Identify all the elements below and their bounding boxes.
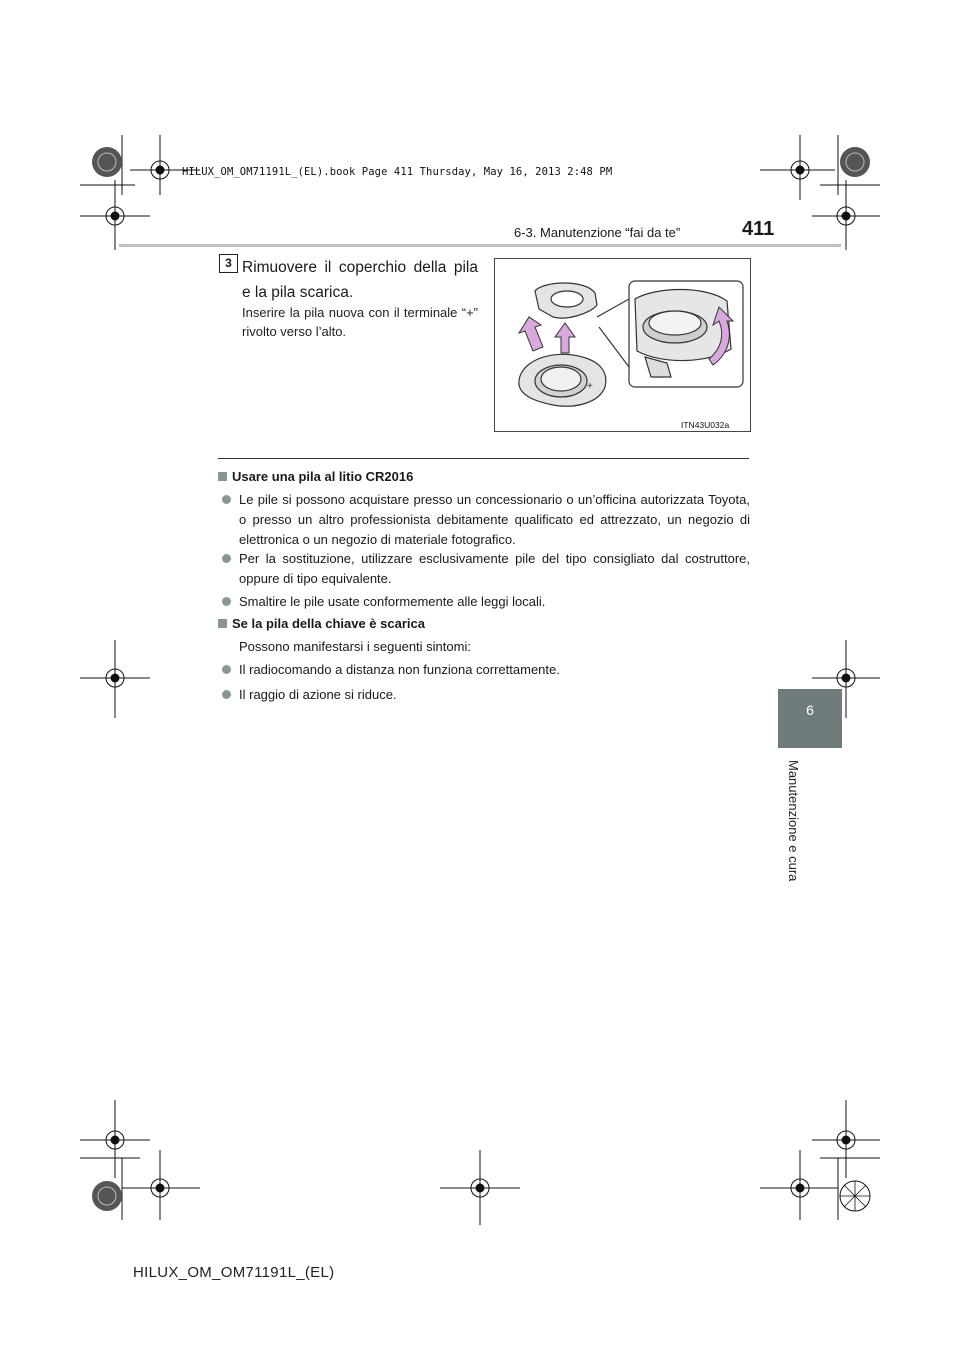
step-note: Inserire la pila nuova con il terminale “+” rivolto verso l’alto. bbox=[242, 305, 478, 339]
list-item: Il raggio di azione si riduce. bbox=[222, 685, 750, 705]
section-divider bbox=[218, 458, 749, 459]
square-bullet-icon bbox=[218, 619, 227, 628]
header-rule bbox=[119, 244, 841, 247]
round-bullet-icon bbox=[222, 665, 231, 674]
list-item: Le pile si possono acquistare presso un concessionario o un’officina autorizzata Toyota, o presso un altro professionista debitamente qualificato ed attrezzato, un negozio di elettronica o un negozio di materiale fotografico. bbox=[222, 490, 750, 550]
round-bullet-icon bbox=[222, 495, 231, 504]
list-item: Per la sostituzione, utilizzare esclusivamente pile del tipo consigliato dal costruttore, oppure di tipo equivalente. bbox=[222, 549, 750, 589]
round-bullet-icon bbox=[222, 690, 231, 699]
section-header: 6-3. Manutenzione “fai da te” bbox=[514, 225, 681, 240]
round-bullet-icon bbox=[222, 597, 231, 606]
page-number: 411 bbox=[742, 218, 775, 240]
list-item: Smaltire le pile usate conformemente alle leggi locali. bbox=[222, 592, 750, 612]
step-title: Rimuovere il coperchio della pila e la pila scarica. bbox=[242, 259, 478, 301]
square-bullet-icon bbox=[218, 472, 227, 481]
chapter-title-vertical: Manutenzione e cura bbox=[786, 760, 801, 882]
svg-text:+: + bbox=[587, 381, 593, 392]
chapter-tab-number: 6 bbox=[806, 702, 814, 718]
step-number: 3 bbox=[219, 254, 238, 273]
section-heading-battery-type: Usare una pila al litio CR2016 bbox=[218, 469, 413, 484]
section-intro: Possono manifestarsi i seguenti sintomi: bbox=[239, 639, 471, 654]
section-heading-low-battery: Se la pila della chiave è scarica bbox=[218, 616, 425, 631]
list-item: Il radiocomando a distanza non funziona correttamente. bbox=[222, 660, 750, 680]
footer-document-code: HILUX_OM_OM71191L_(EL) bbox=[133, 1264, 335, 1281]
battery-replacement-illustration bbox=[494, 258, 751, 432]
chapter-tab bbox=[778, 689, 842, 748]
book-file-stamp: HILUX_OM_OM71191L_(EL).book Page 411 Thursday, May 16, 2013 2:48 PM bbox=[182, 166, 613, 178]
round-bullet-icon bbox=[222, 554, 231, 563]
figure-code: ITN43U032a bbox=[681, 420, 730, 430]
